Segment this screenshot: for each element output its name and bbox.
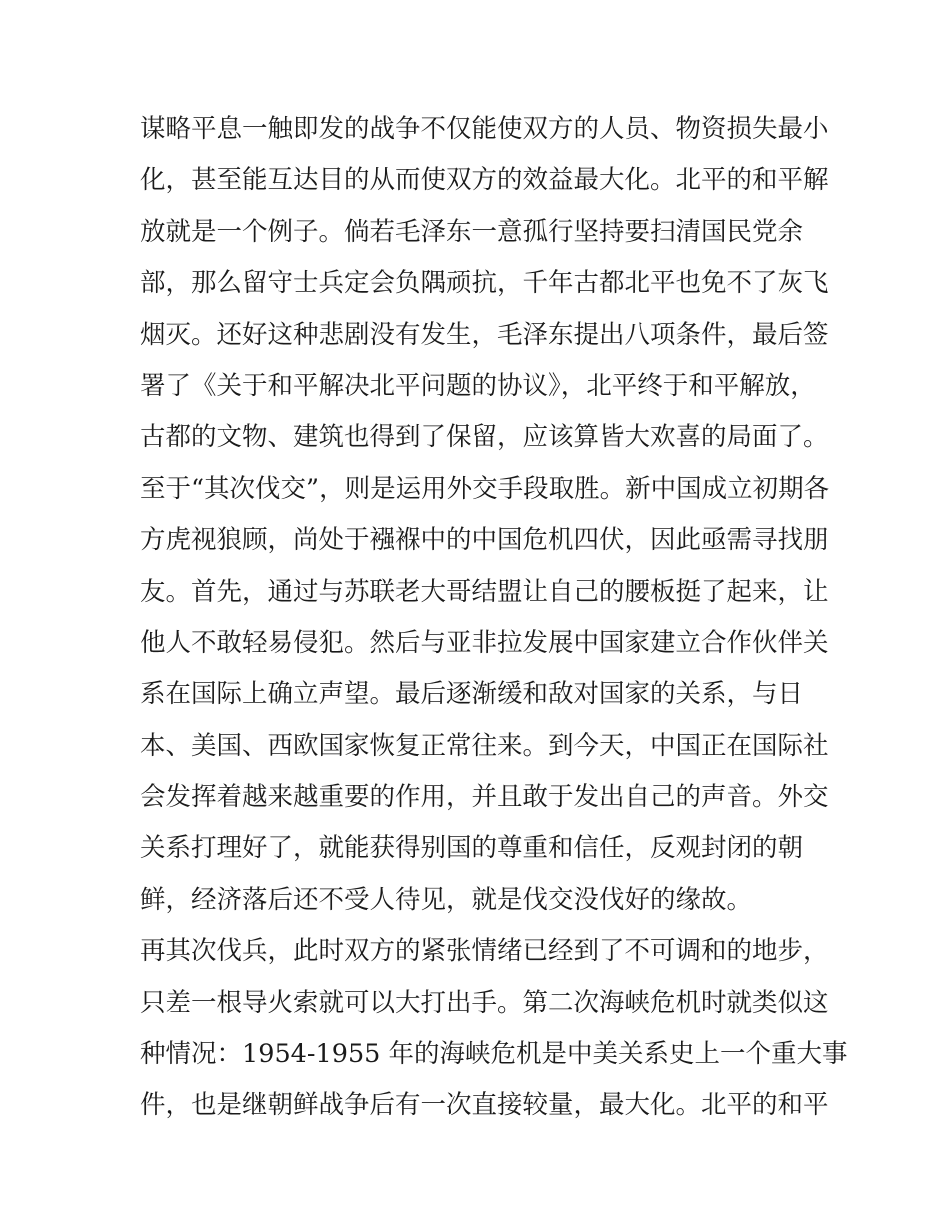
text-line: 放就是一个例子。倘若毛泽东一意孤行坚持要扫清国民党余	[140, 216, 804, 247]
text-line: 古都的文物、建筑也得到了保留，应该算皆大欢喜的局面了。	[140, 422, 829, 453]
text-line: 会发挥着越来越重要的作用，并且敢于发出自己的声音。外交	[140, 782, 829, 813]
text-line: 件，也是继朝鲜战争后有一次直接较量，最大化。北平的和平	[140, 1090, 829, 1121]
text-line: 他人不敢轻易侵犯。然后与亚非拉发展中国家建立合作伙伴关	[140, 627, 829, 658]
text-line: 系在国际上确立声望。最后逐渐缓和敌对国家的关系，与日	[140, 679, 804, 710]
text-line: 至于“其次伐交”，则是运用外交手段取胜。新中国成立初期各	[140, 473, 830, 504]
text-line: 关系打理好了，就能获得别国的尊重和信任，反观封闭的朝	[140, 833, 804, 864]
text-line: 种情况：1954-1955 年的海峡危机是中美关系史上一个重大事	[140, 1039, 848, 1070]
body-text	[140, 104, 848, 1132]
text-line: 鲜，经济落后还不受人待见，就是伐交没伐好的缘故。	[140, 884, 753, 915]
text-line: 部，那么留守士兵定会负隅顽抗，千年古都北平也免不了灰飞	[140, 268, 829, 299]
text-line: 只差一根导火索就可以大打出手。第二次海峡危机时就类似这	[140, 987, 829, 1018]
text-line: 烟灭。还好这种悲剧没有发生，毛泽东提出八项条件，最后签	[140, 319, 829, 350]
text-line: 化，甚至能互达目的从而使双方的效益最大化。北平的和平解	[140, 165, 829, 196]
text-line: 谋略平息一触即发的战争不仅能使双方的人员、物资损失最小	[140, 114, 829, 144]
text-line: 方虎视狼顾，尚处于襁褓中的中国危机四伏，因此亟需寻找朋	[140, 525, 829, 556]
text-line: 署了《关于和平解决北平问题的协议》，北平终于和平解放，	[140, 370, 816, 401]
text-line: 本、美国、西欧国家恢复正常往来。到今天，中国正在国际社	[140, 730, 829, 761]
text-line: 再其次伐兵，此时双方的紧张情绪已经到了不可调和的地步，	[140, 936, 829, 967]
text-line: 友。首先，通过与苏联老大哥结盟让自己的腰板挺了起来，让	[140, 576, 829, 607]
